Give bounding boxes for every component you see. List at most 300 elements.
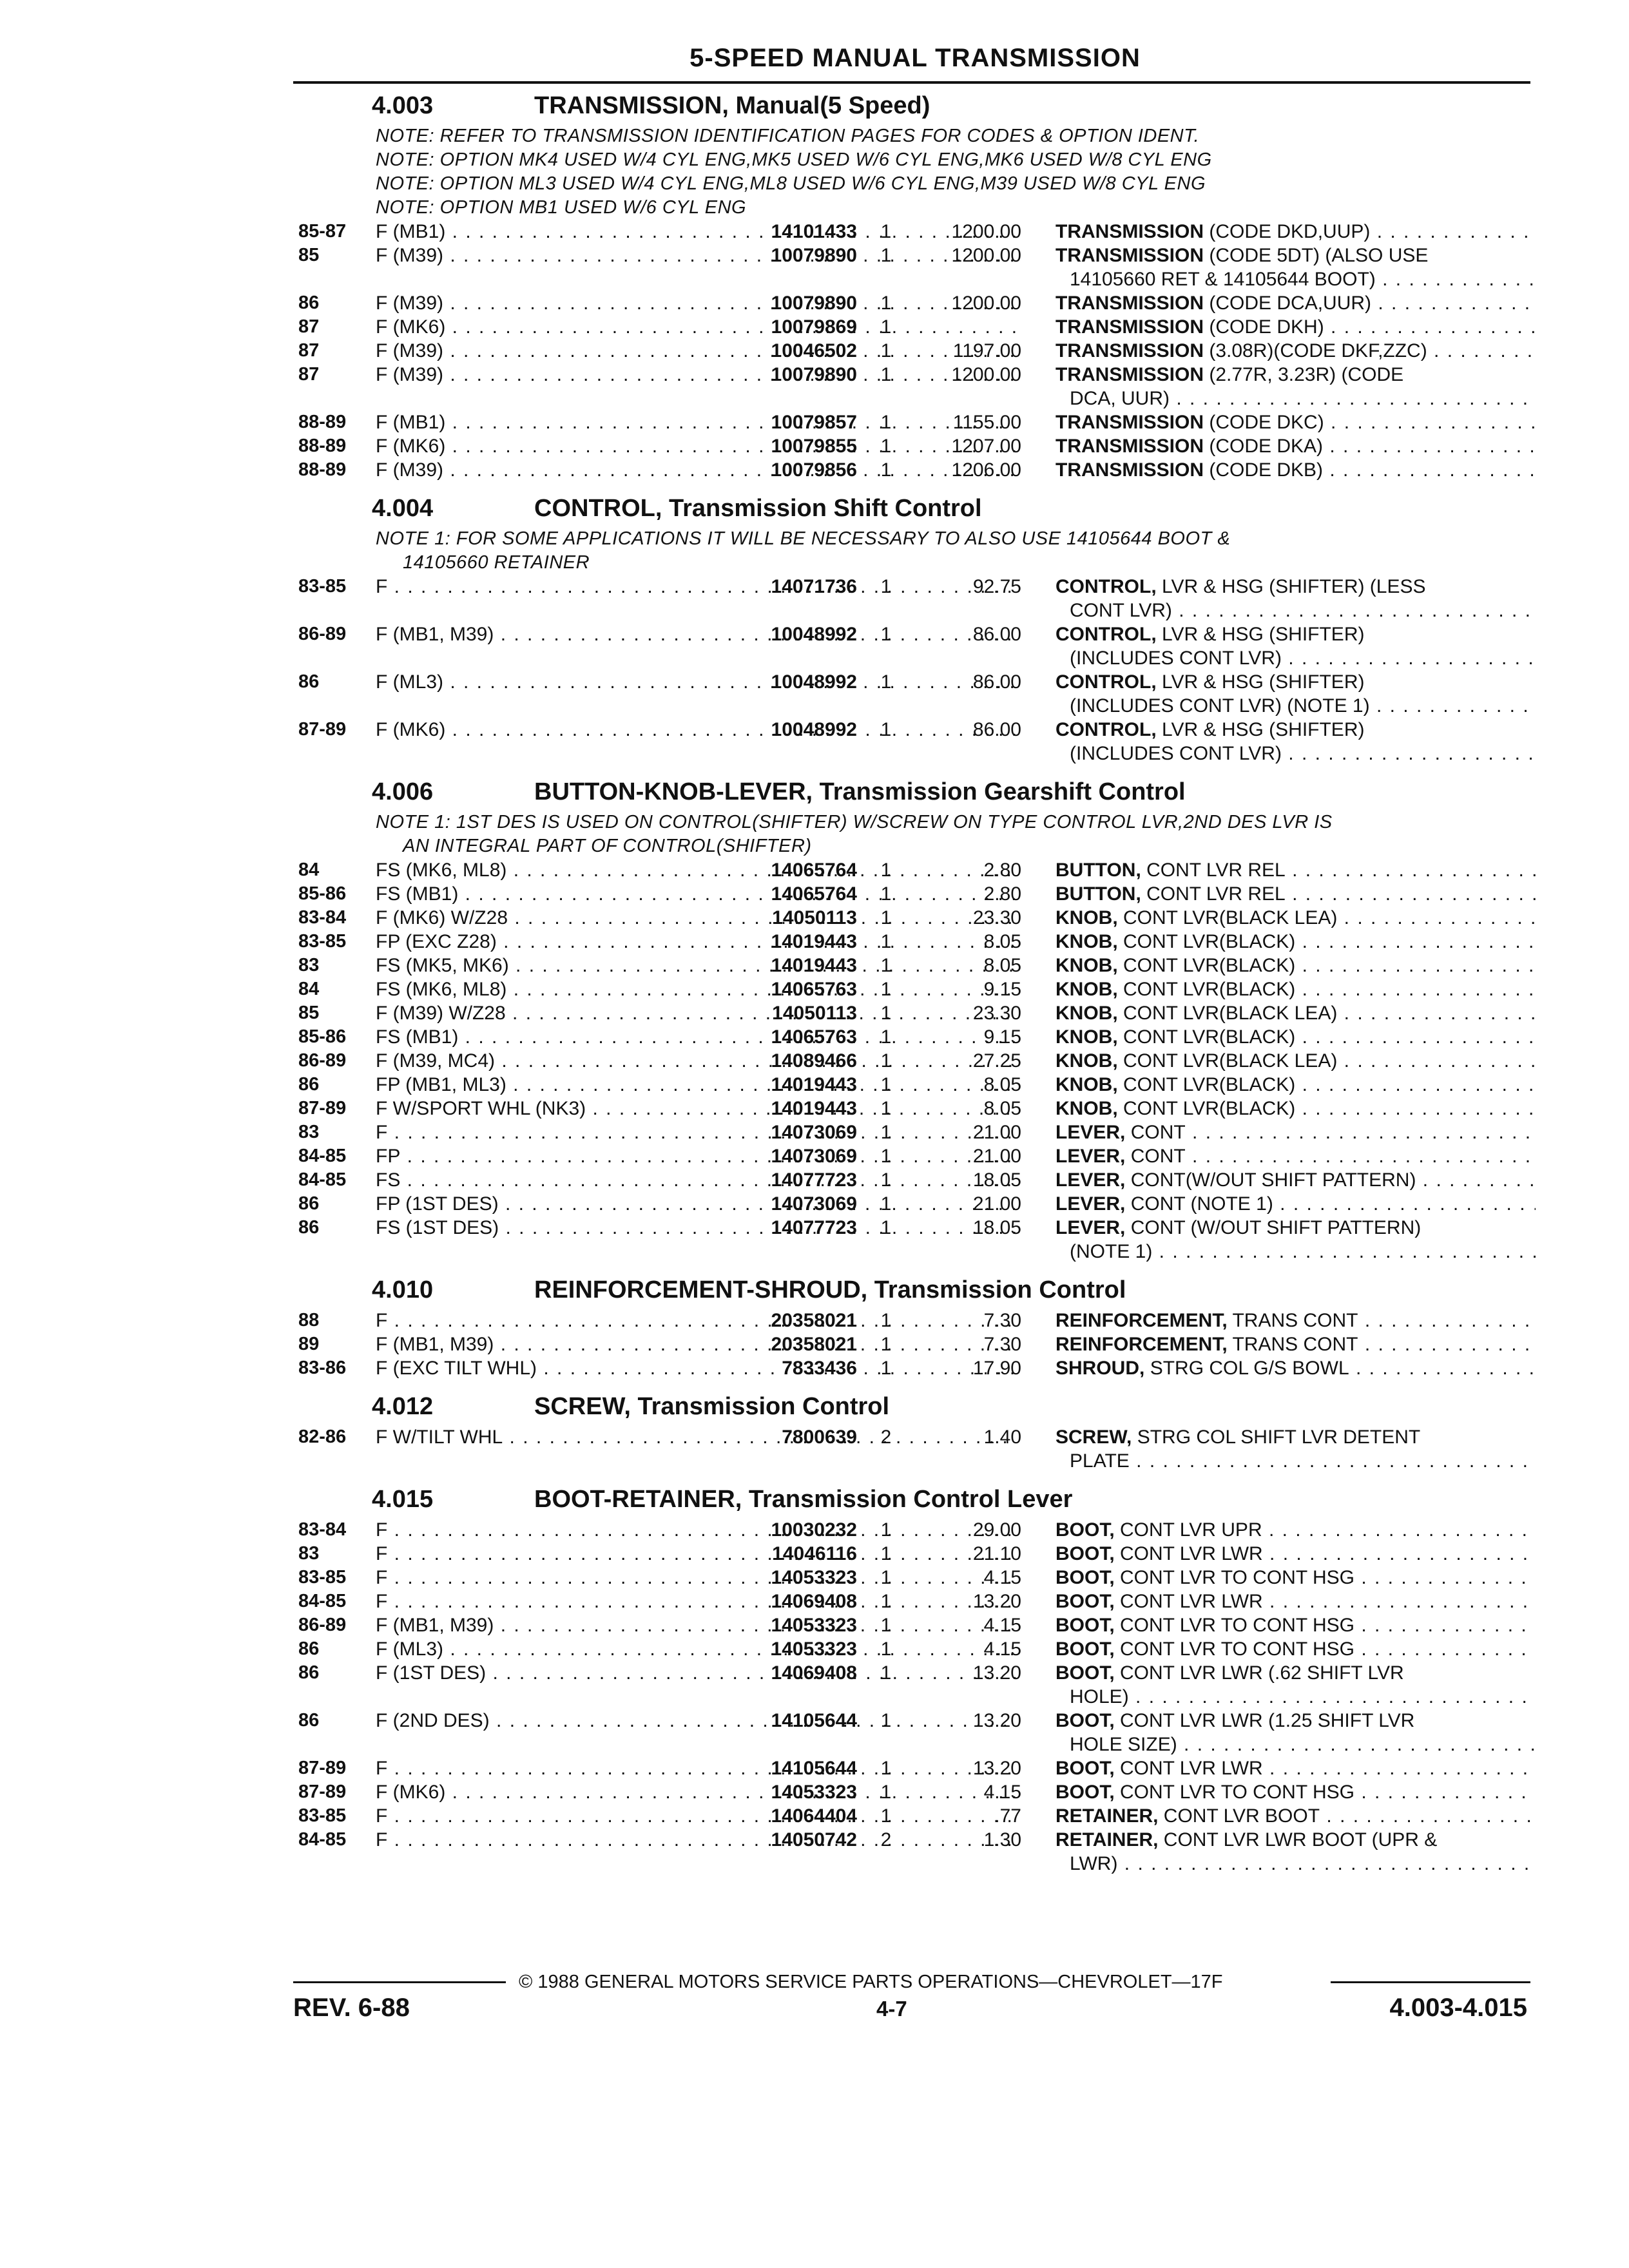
part-name: BOOT, xyxy=(1055,1519,1115,1541)
parts-catalog xyxy=(293,87,1530,1883)
list-price: 1200.00 xyxy=(951,364,1021,385)
list-price: 23.30 xyxy=(972,907,1021,928)
part-row[interactable] xyxy=(293,718,1530,765)
part-name: LEVER, xyxy=(1055,1169,1126,1191)
part-description xyxy=(1055,858,1536,882)
part-description xyxy=(1055,1566,1536,1590)
quantity: 1 xyxy=(880,459,892,481)
part-row[interactable] xyxy=(293,1144,1530,1168)
model-years: 88-89 xyxy=(298,459,347,480)
part-name: KNOB, xyxy=(1055,1098,1118,1119)
description-text: CONT LVR(BLACK LEA) xyxy=(1123,1050,1338,1072)
description-text: CONT LVR TO CONT HSG xyxy=(1120,1782,1354,1803)
description-text: CONT LVR(BLACK) xyxy=(1123,955,1296,976)
application: FS (MB1) . . . xyxy=(376,882,1017,906)
part-name: KNOB, xyxy=(1055,979,1118,1000)
part-number: 14065763 xyxy=(771,1026,857,1048)
description-text: (CODE DKH) xyxy=(1209,316,1324,338)
description-text: (INCLUDES CONT LVR) (NOTE 1) xyxy=(1070,695,1370,716)
description-line xyxy=(1055,1613,1536,1637)
part-number: 14053323 xyxy=(771,1567,857,1588)
part-description xyxy=(1055,1309,1536,1332)
section-title: CONTROL, Transmission Shift Control xyxy=(534,495,982,522)
model-years: 89 xyxy=(298,1334,320,1354)
model-years: 83-84 xyxy=(298,907,347,928)
description-line xyxy=(1055,954,1536,977)
part-number: 14065764 xyxy=(771,860,857,881)
part-row[interactable] xyxy=(293,1542,1530,1566)
model-years: 84-85 xyxy=(298,1591,347,1611)
quantity: 1 xyxy=(880,931,892,952)
description-line xyxy=(1055,434,1536,458)
model-years: 84-85 xyxy=(298,1829,347,1850)
description-text: CONT LVR(BLACK) xyxy=(1123,1074,1296,1095)
part-description xyxy=(1055,1120,1536,1144)
list-price: 92.75 xyxy=(972,576,1021,597)
list-price: 8.05 xyxy=(983,955,1021,976)
part-description xyxy=(1055,1356,1536,1380)
part-number: 14089466 xyxy=(771,1050,857,1072)
model-years: 83 xyxy=(298,955,320,975)
quantity: 1 xyxy=(880,1334,892,1355)
part-name: BOOT, xyxy=(1055,1543,1115,1564)
part-row[interactable] xyxy=(293,315,1530,339)
list-price: 1200.00 xyxy=(951,245,1021,266)
part-row[interactable] xyxy=(293,977,1530,1001)
description-text: CONT LVR(BLACK LEA) xyxy=(1123,1003,1338,1024)
part-number: 7833436 xyxy=(782,1358,857,1379)
list-price: 1.40 xyxy=(983,1427,1021,1448)
quantity: 1 xyxy=(880,1805,892,1827)
list-price: 18.05 xyxy=(972,1169,1021,1191)
part-name: CONTROL, xyxy=(1055,576,1157,597)
page-number: 4-7 xyxy=(876,1997,907,2021)
model-years: 88 xyxy=(298,1310,320,1331)
part-number: 14053323 xyxy=(771,1782,857,1803)
section-note: NOTE 1: FOR SOME APPLICATIONS IT WILL BE NECESSARY TO ALSO USE 14105644 BOOT & xyxy=(376,528,1231,549)
application: FP (1ST DES) . . . xyxy=(376,1192,1017,1216)
part-number: 14046116 xyxy=(772,1543,857,1564)
model-years: 86-89 xyxy=(298,1615,347,1635)
quantity: 1 xyxy=(880,719,892,740)
application: F (M39, MC4) . . . xyxy=(376,1049,1017,1073)
quantity: 1 xyxy=(880,1591,892,1612)
description-text: HOLE) xyxy=(1070,1686,1129,1707)
section-heading xyxy=(293,1271,1530,1309)
section-number: 4.010 xyxy=(372,1276,434,1303)
model-years: 85-86 xyxy=(298,1026,347,1047)
part-name: KNOB, xyxy=(1055,907,1118,928)
application: F (M39) . . . xyxy=(376,458,1017,482)
part-row[interactable] xyxy=(293,954,1530,977)
description-line xyxy=(1055,858,1536,882)
description-text: CONT LVR UPR xyxy=(1120,1519,1262,1541)
quantity: 1 xyxy=(880,860,892,881)
part-row[interactable] xyxy=(293,1661,1530,1709)
part-row[interactable] xyxy=(293,1309,1530,1332)
model-years: 83-86 xyxy=(298,1358,347,1378)
list-price: 13.20 xyxy=(972,1758,1021,1779)
section-note: 14105660 RETAINER xyxy=(403,552,590,573)
section-note: AN INTEGRAL PART OF CONTROL(SHIFTER) xyxy=(403,836,812,856)
part-name: TRANSMISSION xyxy=(1055,364,1204,385)
application: F . . . xyxy=(376,1518,1017,1542)
part-name: KNOB, xyxy=(1055,1003,1118,1024)
application: F . . . xyxy=(376,1542,1017,1566)
part-number: 20358021 xyxy=(771,1334,857,1355)
part-description xyxy=(1055,1049,1536,1073)
description-text: CONT LVR REL xyxy=(1146,883,1286,905)
part-description xyxy=(1055,977,1536,1001)
part-name: KNOB, xyxy=(1055,1050,1118,1072)
part-number: 14019443 xyxy=(771,955,857,976)
part-row[interactable] xyxy=(293,1120,1530,1144)
description-text: CONT xyxy=(1130,1146,1186,1167)
part-row[interactable] xyxy=(293,1192,1530,1216)
list-price: 86.00 xyxy=(972,624,1021,645)
model-years: 86 xyxy=(298,1217,320,1238)
part-name: KNOB, xyxy=(1055,1026,1118,1048)
section-heading xyxy=(293,773,1530,811)
part-row[interactable] xyxy=(293,410,1530,434)
part-name: BOOT, xyxy=(1055,1710,1115,1731)
model-years: 87 xyxy=(298,340,320,361)
list-price: 8.05 xyxy=(983,1074,1021,1095)
application: FP (MB1, ML3) . . . xyxy=(376,1073,1017,1097)
description-text: LVR & HSG (SHIFTER) (LESS xyxy=(1162,576,1426,597)
model-years: 83-85 xyxy=(298,1567,347,1588)
footer-rule-left xyxy=(293,1981,506,1983)
application: FP (EXC Z28) . . . xyxy=(376,930,1017,954)
part-number: 14053323 xyxy=(771,1615,857,1636)
list-price: 1197.00 xyxy=(952,340,1021,361)
part-description xyxy=(1055,363,1536,410)
part-row[interactable] xyxy=(293,1637,1530,1661)
part-row[interactable] xyxy=(293,1097,1530,1120)
part-number: 10079869 xyxy=(771,316,857,338)
part-description xyxy=(1055,1828,1536,1876)
part-name: BOOT, xyxy=(1055,1591,1115,1612)
part-description xyxy=(1055,410,1536,434)
part-description xyxy=(1055,1709,1536,1756)
part-row[interactable] xyxy=(293,858,1530,882)
application: F (M39) . . . xyxy=(376,339,1017,363)
footer-copyright: © 1988 GENERAL MOTORS SERVICE PARTS OPERATIONS—CHEVROLET—17F xyxy=(519,1972,1223,1992)
part-description xyxy=(1055,1804,1536,1828)
part-row[interactable] xyxy=(293,220,1530,244)
part-description xyxy=(1055,220,1536,244)
application: FS (MK6, ML8) . . . xyxy=(376,858,1017,882)
application: FS (1ST DES) . . . xyxy=(376,1216,1017,1240)
list-price: 8.05 xyxy=(983,931,1021,952)
part-number: 14071736 xyxy=(771,576,857,597)
part-row[interactable] xyxy=(293,1049,1530,1073)
part-number: 10046502 xyxy=(771,340,857,361)
part-row[interactable] xyxy=(293,458,1530,482)
part-number: 10079890 xyxy=(771,293,857,314)
quantity: 1 xyxy=(880,412,892,433)
model-years: 83-85 xyxy=(298,931,347,952)
part-row[interactable] xyxy=(293,1332,1530,1356)
part-number: 14050113 xyxy=(772,1003,857,1024)
description-line xyxy=(1055,1240,1536,1264)
model-years: 83-85 xyxy=(298,1805,347,1826)
part-row[interactable] xyxy=(293,1780,1530,1804)
part-row[interactable] xyxy=(293,622,1530,670)
list-price: 9.15 xyxy=(983,979,1021,1000)
part-row[interactable] xyxy=(293,244,1530,291)
part-number: 10079855 xyxy=(771,436,857,457)
part-number: 10079890 xyxy=(771,245,857,266)
part-name: BOOT, xyxy=(1055,1615,1115,1636)
model-years: 86-89 xyxy=(298,624,347,644)
quantity: 1 xyxy=(880,245,892,266)
model-years: 83-84 xyxy=(298,1519,347,1540)
model-years: 86 xyxy=(298,671,320,692)
section-note: NOTE: OPTION MB1 USED W/6 CYL ENG xyxy=(376,197,747,218)
part-row[interactable] xyxy=(293,930,1530,954)
description-text: (CODE DKA) xyxy=(1209,436,1324,457)
description-text: CONT LVR TO CONT HSG xyxy=(1120,1567,1354,1588)
model-years: 88-89 xyxy=(298,436,347,456)
quantity: 1 xyxy=(880,340,892,361)
list-price: 21.00 xyxy=(972,1193,1021,1215)
description-line xyxy=(1055,1756,1536,1780)
part-number: 14069408 xyxy=(771,1662,857,1684)
application: F (M39) W/Z28 . . . xyxy=(376,1001,1017,1025)
description-text: (3.08R)(CODE DKF,ZZC) xyxy=(1209,340,1427,361)
part-row[interactable] xyxy=(293,1073,1530,1097)
model-years: 85-86 xyxy=(298,883,347,904)
quantity: 1 xyxy=(880,1169,892,1191)
quantity: 1 xyxy=(880,1050,892,1072)
description-text: CONT xyxy=(1130,1122,1186,1143)
part-row[interactable] xyxy=(293,1425,1530,1473)
part-row[interactable] xyxy=(293,882,1530,906)
part-number: 14019443 xyxy=(771,931,857,952)
part-row[interactable] xyxy=(293,1804,1530,1828)
part-number: 10048992 xyxy=(771,671,857,693)
part-row[interactable] xyxy=(293,1828,1530,1876)
part-name: SCREW, xyxy=(1055,1427,1132,1448)
part-row[interactable] xyxy=(293,906,1530,930)
part-description xyxy=(1055,718,1536,765)
quantity: 1 xyxy=(880,1615,892,1636)
description-line xyxy=(1055,1590,1536,1613)
part-number: 14073069 xyxy=(771,1193,857,1215)
list-price: 7.30 xyxy=(983,1334,1021,1355)
part-name: RETAINER, xyxy=(1055,1805,1159,1827)
section-title: BUTTON-KNOB-LEVER, Transmission Gearshift Control xyxy=(534,778,1186,805)
model-years: 86 xyxy=(298,1193,320,1214)
part-row[interactable] xyxy=(293,1756,1530,1780)
section-number: 4.015 xyxy=(372,1486,434,1513)
part-number: 14053323 xyxy=(771,1639,857,1660)
quantity: 1 xyxy=(880,1217,892,1238)
model-years: 86 xyxy=(298,293,320,313)
description-text: CONT LVR(BLACK) xyxy=(1123,1026,1296,1048)
quantity: 1 xyxy=(880,1639,892,1660)
description-line xyxy=(1055,622,1536,646)
description-line xyxy=(1055,387,1536,410)
part-description xyxy=(1055,315,1536,339)
list-price: 1206.00 xyxy=(951,459,1021,481)
application: F (ML3) . . . xyxy=(376,670,1017,694)
part-row[interactable] xyxy=(293,670,1530,718)
description-line xyxy=(1055,882,1536,906)
part-name: TRANSMISSION xyxy=(1055,245,1204,266)
list-price: 86.00 xyxy=(972,671,1021,693)
part-row[interactable] xyxy=(293,1001,1530,1025)
list-price: 21.00 xyxy=(972,1122,1021,1143)
quantity: 1 xyxy=(880,316,892,338)
part-row[interactable] xyxy=(293,1709,1530,1756)
model-years: 86 xyxy=(298,1639,320,1659)
part-number: 14105644 xyxy=(771,1710,857,1731)
part-number: 20358021 xyxy=(771,1310,857,1331)
part-number: 7800639 xyxy=(782,1427,857,1448)
part-number: 10048992 xyxy=(771,719,857,740)
description-line xyxy=(1055,291,1536,315)
section-title: TRANSMISSION, Manual(5 Speed) xyxy=(534,92,930,119)
quantity: 1 xyxy=(880,1074,892,1095)
description-text: CONT LVR TO CONT HSG xyxy=(1120,1615,1354,1636)
description-text: CONT LVR TO CONT HSG xyxy=(1120,1639,1354,1660)
part-number: 10048992 xyxy=(771,624,857,645)
description-text: CONT LVR LWR xyxy=(1120,1591,1263,1612)
part-row[interactable] xyxy=(293,1518,1530,1542)
part-description xyxy=(1055,1637,1536,1661)
application: F (MK6) . . . xyxy=(376,1780,1017,1804)
description-line xyxy=(1055,1097,1536,1120)
part-row[interactable] xyxy=(293,1356,1530,1380)
model-years: 85-87 xyxy=(298,221,347,242)
description-line xyxy=(1055,1852,1536,1876)
list-price: 1200.00 xyxy=(951,293,1021,314)
application: F (ML3) . . . xyxy=(376,1637,1017,1661)
description-line xyxy=(1055,718,1536,742)
section-heading xyxy=(293,490,1530,527)
description-text: (CODE DKD,UUP) xyxy=(1209,221,1371,242)
part-name: TRANSMISSION xyxy=(1055,436,1204,457)
description-text: LVR & HSG (SHIFTER) xyxy=(1162,624,1365,645)
list-price: 2.80 xyxy=(983,860,1021,881)
part-description xyxy=(1055,434,1536,458)
model-years: 84 xyxy=(298,860,320,880)
application: F (MB1) . . . xyxy=(376,410,1017,434)
description-text: (CODE DCA,UUR) xyxy=(1209,293,1372,314)
quantity: 1 xyxy=(880,671,892,693)
description-line xyxy=(1055,670,1536,694)
application: FS (MK5, MK6) . . . xyxy=(376,954,1017,977)
application: F . . . xyxy=(376,1804,1017,1828)
application: F . . . xyxy=(376,1309,1017,1332)
list-price: 1207.00 xyxy=(951,436,1021,457)
model-years: 86-89 xyxy=(298,1050,347,1071)
description-line xyxy=(1055,1542,1536,1566)
section-note: NOTE 1: 1ST DES IS USED ON CONTROL(SHIFTER) W/SCREW ON TYPE CONTROL LVR,2ND DES LVR IS xyxy=(376,812,1333,832)
part-name: KNOB, xyxy=(1055,931,1118,952)
part-row[interactable] xyxy=(293,1216,1530,1264)
part-description xyxy=(1055,1542,1536,1566)
quantity: 1 xyxy=(880,1782,892,1803)
description-line xyxy=(1055,244,1536,267)
description-text: CONT LVR(BLACK) xyxy=(1123,931,1296,952)
description-text: CONT LVR(BLACK) xyxy=(1123,1098,1296,1119)
part-row[interactable] xyxy=(293,434,1530,458)
part-row[interactable] xyxy=(293,363,1530,410)
model-years: 87-89 xyxy=(298,1098,347,1119)
part-row[interactable] xyxy=(293,1613,1530,1637)
part-description xyxy=(1055,930,1536,954)
quantity: 1 xyxy=(880,1098,892,1119)
application: FS . . . xyxy=(376,1168,1017,1192)
part-description xyxy=(1055,1518,1536,1542)
list-price: 4.15 xyxy=(983,1615,1021,1636)
description-line xyxy=(1055,410,1536,434)
description-line xyxy=(1055,1733,1536,1756)
part-row[interactable] xyxy=(293,339,1530,363)
list-price: 86.00 xyxy=(972,719,1021,740)
part-description xyxy=(1055,1025,1536,1049)
section-gap xyxy=(293,1380,1530,1388)
part-row[interactable] xyxy=(293,291,1530,315)
description-line xyxy=(1055,1709,1536,1733)
part-row[interactable] xyxy=(293,1590,1530,1613)
model-years: 84-85 xyxy=(298,1169,347,1190)
quantity: 1 xyxy=(880,1146,892,1167)
part-number: 14105644 xyxy=(771,1758,857,1779)
part-name: TRANSMISSION xyxy=(1055,293,1204,314)
description-text: CONT LVR BOOT xyxy=(1163,1805,1320,1827)
part-name: REINFORCEMENT, xyxy=(1055,1334,1228,1355)
quantity: 1 xyxy=(880,1758,892,1779)
list-price: 7.30 xyxy=(983,1310,1021,1331)
part-number: 10030232 xyxy=(771,1519,857,1541)
list-price: .77 xyxy=(994,1805,1021,1827)
part-row[interactable] xyxy=(293,1566,1530,1590)
list-price: 4.15 xyxy=(983,1639,1021,1660)
description-line xyxy=(1055,1449,1536,1473)
part-row[interactable] xyxy=(293,1025,1530,1049)
description-line xyxy=(1055,1144,1536,1168)
section-title: REINFORCEMENT-SHROUD, Transmission Control xyxy=(534,1276,1126,1303)
quantity: 1 xyxy=(880,1310,892,1331)
description-line xyxy=(1055,1566,1536,1590)
quantity: 1 xyxy=(880,1193,892,1215)
part-description xyxy=(1055,670,1536,718)
description-text: (INCLUDES CONT LVR) xyxy=(1070,648,1282,669)
model-years: 86 xyxy=(298,1662,320,1683)
part-row[interactable] xyxy=(293,1168,1530,1192)
part-number: 14050113 xyxy=(772,907,857,928)
quantity: 1 xyxy=(880,1662,892,1684)
description-line xyxy=(1055,1216,1536,1240)
part-number: 14065764 xyxy=(771,883,857,905)
part-description xyxy=(1055,291,1536,315)
list-price: 1155.00 xyxy=(952,412,1021,433)
description-text: CONT LVR(BLACK LEA) xyxy=(1123,907,1338,928)
model-years: 85 xyxy=(298,245,320,265)
application: F W/SPORT WHL (NK3) . . . xyxy=(376,1097,1017,1120)
part-row[interactable] xyxy=(293,575,1530,622)
part-description xyxy=(1055,1097,1536,1120)
description-text: CONT LVR REL xyxy=(1146,860,1286,881)
description-text: CONT (NOTE 1) xyxy=(1130,1193,1273,1215)
quantity: 1 xyxy=(880,1026,892,1048)
part-number: 14019443 xyxy=(771,1098,857,1119)
quantity: 1 xyxy=(880,979,892,1000)
